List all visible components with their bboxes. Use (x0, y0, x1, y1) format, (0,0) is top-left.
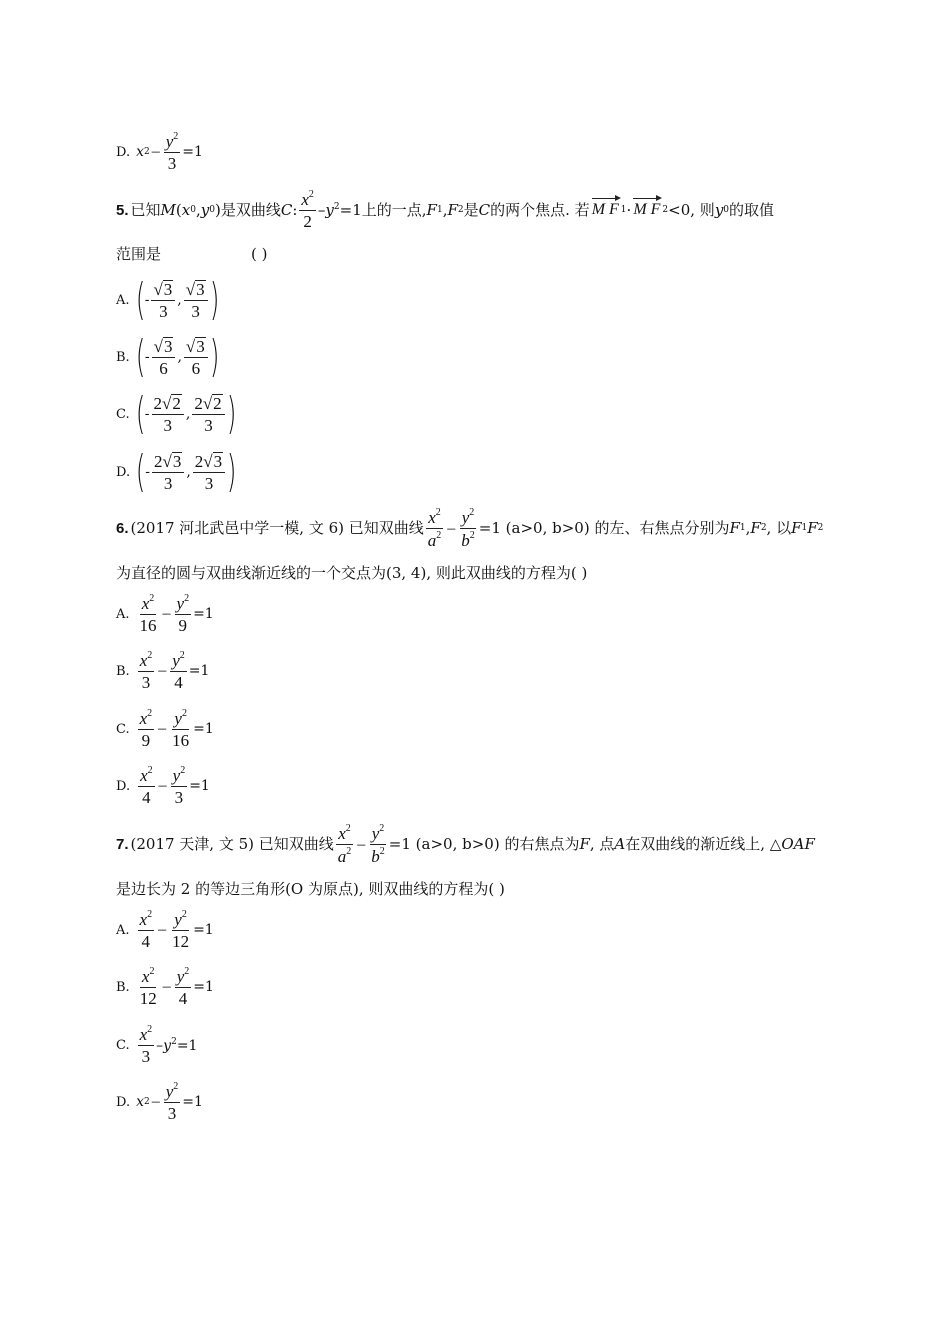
question-number: 6. (116, 520, 129, 538)
q6-text: (2017 河北武邑中学一模, 文 6) 已知双曲线 (130, 519, 424, 538)
option-label: A. (116, 292, 130, 308)
option-label: D. (116, 464, 131, 480)
option-label: B. (116, 979, 130, 995)
q6-option-a: A. $\frac{x^2}{16}$ – $\frac{y^2}{9}$ =1 (116, 593, 214, 635)
q6-option-b: B. $\frac{x^2}{3}$ – $\frac{y^2}{4}$ =1 (116, 650, 210, 692)
question-number: 7. (116, 836, 129, 854)
option-label: A. (116, 606, 130, 622)
option-label: D. (116, 778, 131, 794)
option-label: C. (116, 1037, 130, 1053)
q6-stem: 6. (2017 河北武邑中学一模, 文 6) 已知双曲线 $\frac{x^2}{a^2}$ – $\frac{y^2}{b^2}$ =1 (a>0, b>0) 的左、右焦点分别为 F 1 , F 2 , 以 F 1 F 2 (116, 507, 824, 550)
option-label: B. (116, 349, 130, 365)
q7-text: 在双曲线的渐近线上, △ (625, 835, 782, 854)
q7-stem-line2 (116, 882, 505, 897)
q6-option-d: D. $\frac{x^2}{4}$ – $\frac{y^2}{3}$ =1 (116, 765, 210, 807)
q7-option-a: A. $\frac{x^2}{4}$ – $\frac{y^2}{12}$ =1 (116, 909, 214, 951)
answer-paren: ( ) (251, 245, 268, 263)
q7-text: , 点 (589, 835, 615, 854)
option-label: D. (116, 144, 131, 160)
q5-option-a: A. ( - $\frac{√3}{3}$ , $\frac{√3}{3}$ ) (116, 274, 219, 325)
q5-text: 上的一点, (361, 200, 427, 219)
q7-stem: 7. (2017 天津, 文 5) 已知双曲线 $\frac{x^2}{a^2}$ – $\frac{y^2}{b^2}$ =1 (a>0, b>0) 的右焦点为 F , 点 A 在双曲线的渐近线上, △ OAF (116, 823, 815, 866)
q5-text: 范围是 (116, 245, 162, 263)
option-label: C. (116, 721, 130, 737)
q7-option-d: D. x 2 – $\frac{y^2}{3}$ =1 (116, 1081, 203, 1123)
q7-option-b: B. $\frac{x^2}{12}$ – $\frac{y^2}{4}$ =1 (116, 966, 214, 1008)
option-label: D. (116, 1094, 131, 1110)
q5-text: 是 (463, 200, 479, 219)
q6-stem-line2 (116, 566, 587, 581)
q5-text: 的两个焦点. 若 (490, 200, 590, 219)
q4-option-d: D. x 2 – $\frac{y^2}{3}$ =1 (116, 131, 203, 173)
q6-text: =1 (a>0, b>0) 的左、右焦点分别为 (478, 519, 730, 538)
q5-option-c: C. ( - $\frac{2√2}{3}$ , $\frac{2√2}{3}$ ) (116, 388, 236, 439)
q7-text: (2017 天津, 文 5) 已知双曲线 (130, 835, 334, 854)
q5-stem: 5. 已知 M ( x 0 , y 0 ) 是双曲线 C : $\frac{x^2}{2}$ $-y^2=1$ 上的一点, F 1 , F 2 是 C 的两个焦点. 若 M F 1 · M F 2 <0, 则 y 0 的取值 (116, 189, 775, 231)
q5-option-b: B. ( - $\frac{√3}{6}$ , $\frac{√3}{6}$ ) (116, 331, 220, 382)
q5-text: <0, 则 (668, 200, 715, 219)
option-label: A. (116, 922, 130, 938)
q6-text: , 以 (766, 519, 792, 538)
q7-option-c: C. $\frac{x^2}{3}$ $-y^2=1$ (116, 1024, 198, 1066)
q7-text: 是边长为 2 的等边三角形(O 为原点), 则双曲线的方程为( ) (116, 880, 505, 898)
q6-option-c: C. $\frac{x^2}{9}$ – $\frac{y^2}{16}$ =1 (116, 708, 214, 750)
q5-stem-line2 (116, 247, 268, 262)
q5-option-d: D. ( - $\frac{2√3}{3}$ , $\frac{2√3}{3}$ ) (116, 446, 237, 497)
question-number: 5. (116, 201, 129, 219)
q5-text: 已知 (130, 200, 161, 219)
q5-text: 的取值 (729, 200, 775, 219)
q5-text: 是双曲线 (220, 200, 281, 219)
option-label: B. (116, 663, 130, 679)
q7-text: =1 (a>0, b>0) 的右焦点为 (388, 835, 580, 854)
option-label: C. (116, 406, 130, 422)
q6-text: 为直径的圆与双曲线渐近线的一个交点为(3, 4), 则此双曲线的方程为( ) (116, 564, 588, 582)
